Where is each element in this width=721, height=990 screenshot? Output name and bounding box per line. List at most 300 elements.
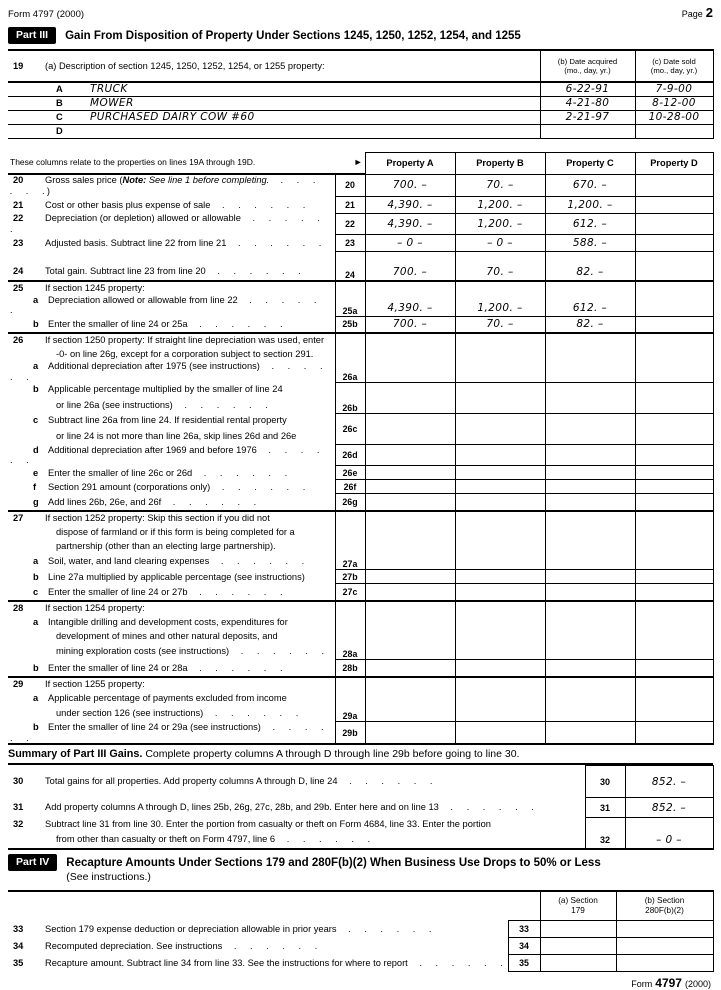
- line-number: 26: [13, 335, 24, 346]
- line22-box: 22: [335, 213, 365, 234]
- property-A-date-sold[interactable]: 7-9-00: [635, 82, 713, 96]
- line19-table: [8, 49, 714, 139]
- line19-header-row: [8, 50, 713, 82]
- line23-propA-value[interactable]: – 0 –: [365, 235, 455, 252]
- line22-row: [8, 213, 713, 234]
- line29a-box: 29a: [335, 677, 365, 722]
- line35-row: [8, 955, 713, 972]
- line23-propB-value[interactable]: – 0 –: [455, 235, 545, 252]
- line25b-propC-value[interactable]: 82. –: [545, 316, 635, 333]
- line29a-label-line2: under section 126 (see instructions) . .: [8, 705, 335, 722]
- line30-value[interactable]: 852. –: [625, 766, 713, 798]
- line26d-propB-value[interactable]: [455, 445, 545, 466]
- section179-header-line1: (a) Section: [558, 895, 598, 905]
- label-text: Applicable percentage of payments excluded from income: [48, 692, 287, 703]
- line29a-propC-value[interactable]: [545, 677, 635, 722]
- label-text: Section 179 expense deduction or depreciation allowable in prior years . .: [45, 924, 434, 934]
- line26d-box: 26d: [335, 445, 365, 466]
- line-letter: b: [33, 384, 39, 395]
- line27c-row: [8, 584, 713, 601]
- line28b-row: [8, 660, 713, 677]
- line-letter: a: [33, 556, 39, 567]
- line26f-propD-value[interactable]: [635, 480, 713, 494]
- label-text: Total gains for all properties. Add property columns A through D, line 24 . .: [45, 776, 435, 786]
- line27c-propC-value[interactable]: [545, 584, 635, 601]
- date-sold-header-line1: (c) Date sold: [652, 56, 696, 66]
- line29b-propA-value[interactable]: [365, 722, 455, 744]
- line28b-box: 28b: [335, 660, 365, 677]
- line24-propD-value[interactable]: [635, 252, 713, 281]
- line29a-propD-value[interactable]: [635, 677, 713, 722]
- line34-label: [8, 938, 508, 955]
- line26e-row: [8, 466, 713, 480]
- line35-box: 35: [508, 955, 540, 972]
- line26g-propC-value[interactable]: [545, 494, 635, 511]
- page-indicator: [682, 5, 713, 20]
- label-text: Intangible drilling and development costs, expenditures for: [48, 616, 288, 627]
- line26d-label: [8, 445, 335, 466]
- section280F-column-header: [616, 891, 713, 921]
- label-text: Recapture amount. Subtract line 34 from line 33. See the instructions for where to report . .: [45, 958, 505, 968]
- property-A-description-cell[interactable]: [8, 82, 540, 96]
- line27b-propD-value[interactable]: [635, 570, 713, 584]
- line-letter: d: [33, 444, 39, 455]
- line31-row: [8, 798, 713, 818]
- line31-value[interactable]: 852. –: [625, 798, 713, 818]
- section280F-header-line2: 280F(b)(2): [645, 905, 684, 915]
- line26c-propC-value[interactable]: [545, 414, 635, 445]
- line26g-propD-value[interactable]: [635, 494, 713, 511]
- line26-intro-line1: [8, 333, 335, 347]
- line-letter: b: [33, 318, 39, 329]
- line26b-propD-value[interactable]: [635, 383, 713, 414]
- line-number: 22: [13, 213, 24, 224]
- line-number: 30: [13, 776, 24, 787]
- line25-intro-row: [8, 281, 713, 295]
- line25b-label: [8, 316, 335, 333]
- line26a-propB-value[interactable]: [455, 333, 545, 382]
- label-text: Additional depreciation after 1969 and before 1976 . .: [10, 445, 322, 466]
- label-text: If section 1255 property:: [45, 679, 145, 690]
- line26b-propA-value[interactable]: [365, 383, 455, 414]
- line27c-box: 27c: [335, 584, 365, 601]
- part3-header: [8, 27, 713, 44]
- line34-row: [8, 938, 713, 955]
- label-text: Section 291 amount (corporations only) . .: [48, 482, 307, 492]
- property-row-B: [8, 96, 713, 110]
- line-number: 21: [13, 199, 24, 210]
- line26c-row1: [8, 414, 713, 428]
- property-row-D: [8, 124, 713, 138]
- line-letter: c: [33, 586, 39, 597]
- line26g-propB-value[interactable]: [455, 494, 545, 511]
- page-footer: [8, 972, 713, 990]
- line30-row: [8, 766, 713, 798]
- line33-label: [8, 921, 508, 938]
- line21-row: [8, 196, 713, 213]
- line26f-box: 26f: [335, 480, 365, 494]
- line21-propC-value[interactable]: 1,200. –: [545, 196, 635, 213]
- line25-intro: [8, 281, 335, 295]
- page-word: Page: [681, 9, 703, 19]
- line26e-box: 26e: [335, 466, 365, 480]
- section179-header-line2: 179: [571, 905, 585, 915]
- property-A-date-acquired[interactable]: 6-22-91: [540, 82, 635, 96]
- part4-title: Recapture Amounts Under Sections 179 and 280F(b)(2) When Business Use Drops to 50% or Less: [66, 856, 601, 869]
- label-text: Additional depreciation after 1975 (see instructions) . .: [10, 361, 325, 382]
- property-D-date-sold[interactable]: [635, 124, 713, 138]
- line24-propA-value[interactable]: 700. –: [365, 252, 455, 281]
- line26f-propC-value[interactable]: [545, 480, 635, 494]
- line28b-propC-value[interactable]: [545, 660, 635, 677]
- line27a-propB-value[interactable]: [455, 511, 545, 570]
- label-text: Add property columns A through D, lines 25b, 26g, 27c, 28b, and 29b. Enter here and on line 13 . .: [45, 802, 536, 812]
- property-row-A: [8, 82, 713, 96]
- line28a-propD-value[interactable]: [635, 601, 713, 660]
- line-letter: a: [33, 361, 39, 372]
- line28b-propA-value[interactable]: [365, 660, 455, 677]
- line29b-label: [8, 722, 335, 744]
- property-C-description: PURCHASED DAIRY COW #60: [90, 110, 255, 123]
- line25b-propA-value[interactable]: 700. –: [365, 316, 455, 333]
- line26b-propC-value[interactable]: [545, 383, 635, 414]
- line-number: 24: [13, 266, 24, 277]
- line24-propC-value[interactable]: 82. –: [545, 252, 635, 281]
- property-B-description-cell[interactable]: [8, 96, 540, 110]
- line23-propD-value[interactable]: [635, 235, 713, 252]
- line-letter: a: [33, 692, 39, 703]
- label-text: Depreciation allowed or allowable from line 22 . .: [10, 295, 319, 316]
- line-letter: f: [33, 481, 37, 492]
- label-text: If section 1250 property: If straight line depreciation was used, enter: [45, 335, 325, 346]
- property-B-date-acquired[interactable]: 4-21-80: [540, 96, 635, 110]
- line22-propC-value[interactable]: 612. –: [545, 213, 635, 234]
- line24-box: 24: [335, 252, 365, 281]
- line22-propB-value[interactable]: 1,200. –: [455, 213, 545, 234]
- part4-header: [8, 854, 713, 885]
- line23-label: [8, 235, 335, 252]
- line27-intro-line2: dispose of farmland or if this form is being completed for a: [56, 526, 295, 537]
- line32-value[interactable]: – 0 –: [625, 818, 713, 849]
- line25a-propC-value[interactable]: 612. –: [545, 281, 635, 316]
- line32-row1: [8, 818, 713, 832]
- line20-row: [8, 174, 713, 196]
- label-text-end: ): [46, 185, 51, 196]
- line33-section179-value[interactable]: [540, 921, 616, 938]
- line34-section179-value[interactable]: [540, 938, 616, 955]
- line27a-propA-value[interactable]: [365, 511, 455, 570]
- date-acquired-header-line2: (mo., day, yr.): [564, 66, 611, 75]
- line32-box: 32: [585, 818, 625, 849]
- line26b-row1: [8, 383, 713, 397]
- line27b-propC-value[interactable]: [545, 570, 635, 584]
- line-number: 27: [13, 513, 24, 524]
- line-number: 35: [13, 957, 24, 968]
- line-letter: b: [33, 721, 39, 732]
- label-text: Enter the smaller of line 24 or 25a . .: [48, 319, 285, 329]
- label-text: Total gain. Subtract line 23 from line 20 . .: [45, 266, 303, 276]
- part3-title: Gain From Disposition of Property Under Sections 1245, 1250, 1252, 1254, and 1255: [65, 30, 521, 42]
- line-letter: g: [33, 496, 39, 507]
- line27b-propB-value[interactable]: [455, 570, 545, 584]
- line26e-propB-value[interactable]: [455, 466, 545, 480]
- line30-label: [8, 766, 585, 798]
- line26d-propD-value[interactable]: [635, 445, 713, 466]
- line19-label: (a) Description of section 1245, 1250, 1252, 1254, or 1255 property:: [45, 60, 325, 71]
- label-text: Soil, water, and land clearing expenses . .: [48, 556, 306, 566]
- line26g-label: [8, 494, 335, 511]
- line29a-propB-value[interactable]: [455, 677, 545, 722]
- line25b-propB-value[interactable]: 70. –: [455, 316, 545, 333]
- summary-title-rest: Complete property columns A through D through line 29b before going to line 30.: [142, 748, 520, 761]
- line25a-box: 25a: [335, 281, 365, 316]
- property-B-description: MOWER: [90, 96, 134, 109]
- line27b-box: 27b: [335, 570, 365, 584]
- line26g-propA-value[interactable]: [365, 494, 455, 511]
- summary-title: [8, 745, 713, 765]
- property-C-date-acquired[interactable]: 2-21-97: [540, 110, 635, 124]
- part4-subtitle: (See instructions.): [66, 871, 151, 884]
- line33-box: 33: [508, 921, 540, 938]
- label-note-bold: Note:: [122, 175, 147, 185]
- line27c-propA-value[interactable]: [365, 584, 455, 601]
- label-text: If section 1245 property:: [45, 282, 145, 293]
- line26a-propA-value[interactable]: [365, 333, 455, 382]
- label-text: Line 27a multiplied by applicable percentage (see instructions): [48, 571, 305, 582]
- line21-propB-value[interactable]: 1,200. –: [455, 196, 545, 213]
- line-number: 29: [13, 679, 24, 690]
- part4-header-row: [8, 891, 713, 921]
- line25b-box: 25b: [335, 316, 365, 333]
- line28a-propB-value[interactable]: [455, 601, 545, 660]
- line33-row: [8, 921, 713, 938]
- part4-header-spacer: [8, 891, 540, 921]
- line28b-label: [8, 660, 335, 677]
- property-A-column-header: Property A: [365, 152, 455, 174]
- line27a-propD-value[interactable]: [635, 511, 713, 570]
- line27-intro-row1: [8, 511, 713, 525]
- line20-box: 20: [335, 174, 365, 196]
- line-number: 25: [13, 282, 24, 293]
- line27c-propB-value[interactable]: [455, 584, 545, 601]
- line32-label-line1: [8, 818, 585, 832]
- line26c-propB-value[interactable]: [455, 414, 545, 445]
- line29b-propD-value[interactable]: [635, 722, 713, 744]
- line26c-label-line2: or line 24 is not more than line 26a, skip lines 26d and 26e: [56, 430, 297, 441]
- label-text: Enter the smaller of line 24 or 29a (see instructions) . .: [10, 722, 326, 743]
- property-C-date-sold[interactable]: 10-28-00: [635, 110, 713, 124]
- line23-propC-value[interactable]: 588. –: [545, 235, 635, 252]
- line26f-propB-value[interactable]: [455, 480, 545, 494]
- line26b-label-line2: or line 26a (see instructions) . .: [8, 397, 335, 414]
- label-text: Cost or other basis plus expense of sale . .: [45, 200, 307, 210]
- line26a-box: 26a: [335, 333, 365, 382]
- line23-row: [8, 235, 713, 252]
- property-D-date-acquired[interactable]: [540, 124, 635, 138]
- property-B-column-header: Property B: [455, 152, 545, 174]
- property-row-C: [8, 110, 713, 124]
- line-number: 23: [13, 237, 24, 248]
- label-text: Recomputed depreciation. See instructions . .: [45, 941, 319, 951]
- part4-title-block: [66, 854, 600, 885]
- line28a-label-line3: mining exploration costs (see instructions) . .: [8, 643, 335, 660]
- form-id: Form 4797 (2000): [8, 9, 85, 20]
- line-number: 20: [13, 175, 24, 185]
- line20-label: [8, 174, 335, 196]
- line33-section280F-value[interactable]: [616, 921, 713, 938]
- line20-propD-value[interactable]: [635, 174, 713, 196]
- line27c-label: [8, 584, 335, 601]
- line26d-propC-value[interactable]: [545, 445, 635, 466]
- line26a-label: [8, 361, 335, 382]
- line19-label-cell: [8, 50, 540, 82]
- line26e-propA-value[interactable]: [365, 466, 455, 480]
- line-letter: c: [33, 415, 39, 426]
- line26a-propC-value[interactable]: [545, 333, 635, 382]
- line34-box: 34: [508, 938, 540, 955]
- property-C-description-cell[interactable]: [8, 110, 540, 124]
- line20-propA-value[interactable]: 700. –: [365, 174, 455, 196]
- date-sold-header-line2: (mo., day, yr.): [650, 66, 698, 75]
- line32-label-line2: from other than casualty or theft on Form 4797, line 6 . .: [8, 832, 585, 849]
- line29b-propB-value[interactable]: [455, 722, 545, 744]
- line26d-propA-value[interactable]: [365, 445, 455, 466]
- label-text: If section 1252 property: Skip this section if you did not: [45, 513, 270, 524]
- line26c-box: 26c: [335, 414, 365, 445]
- line20-propB-value[interactable]: 70. –: [455, 174, 545, 196]
- line19-number: 19: [13, 60, 24, 71]
- line28a-box: 28a: [335, 601, 365, 660]
- line26e-propC-value[interactable]: [545, 466, 635, 480]
- label-text: Subtract line 31 from line 30. Enter the portion from casualty or theft on Form 4684, line 33. Enter the portion: [45, 819, 491, 830]
- line28b-propD-value[interactable]: [635, 660, 713, 677]
- summary-table: [8, 765, 714, 850]
- line26b-propB-value[interactable]: [455, 383, 545, 414]
- line34-section280F-value[interactable]: [616, 938, 713, 955]
- line28a-label-line2: development of mines and other natural deposits, and: [56, 630, 278, 641]
- line22-label: [8, 213, 335, 234]
- line26c-propD-value[interactable]: [635, 414, 713, 445]
- label-text: Enter the smaller of line 26c or 26d . .: [48, 468, 289, 478]
- line26-intro-row1: [8, 333, 713, 347]
- part3-badge: Part III: [8, 27, 56, 44]
- line27c-propD-value[interactable]: [635, 584, 713, 601]
- line27-intro-line1: [8, 511, 335, 525]
- date-sold-header: [635, 50, 713, 82]
- line25a-label: [8, 295, 335, 316]
- label-text: Applicable percentage multiplied by the smaller of line 24: [48, 384, 283, 395]
- line35-label: [8, 955, 508, 972]
- label-text: Subtract line 26a from line 24. If residential rental property: [48, 415, 287, 426]
- date-acquired-header: [540, 50, 635, 82]
- line-letter: e: [33, 467, 39, 478]
- line22-propD-value[interactable]: [635, 213, 713, 234]
- line-number: 34: [13, 940, 24, 951]
- line35-section280F-value[interactable]: [616, 955, 713, 972]
- line20-propC-value[interactable]: 670. –: [545, 174, 635, 196]
- summary-title-bold: Summary of Part III Gains.: [8, 748, 143, 761]
- line31-label: [8, 798, 585, 818]
- line26d-row: [8, 445, 713, 466]
- line26b-box: 26b: [335, 383, 365, 414]
- line31-box: 31: [585, 798, 625, 818]
- line27b-label: [8, 570, 335, 584]
- line26f-label: [8, 480, 335, 494]
- part4-badge: Part IV: [8, 854, 57, 871]
- line26c-propA-value[interactable]: [365, 414, 455, 445]
- line26e-label: [8, 466, 335, 480]
- line29b-box: 29b: [335, 722, 365, 744]
- line28-intro-row: [8, 601, 713, 615]
- right-arrow-icon: ►: [353, 157, 363, 168]
- line24-spacer-row: [8, 252, 713, 264]
- property-A-description: TRUCK: [90, 83, 128, 96]
- line23-box: 23: [335, 235, 365, 252]
- line27a-propC-value[interactable]: [545, 511, 635, 570]
- part3-main-table: [8, 152, 714, 746]
- line28b-propB-value[interactable]: [455, 660, 545, 677]
- line21-propA-value[interactable]: 4,390. –: [365, 196, 455, 213]
- property-B-letter: B: [56, 97, 63, 108]
- section179-column-header: [540, 891, 616, 921]
- line28-intro: [8, 601, 335, 615]
- line-letter: b: [33, 571, 39, 582]
- line35-section179-value[interactable]: [540, 955, 616, 972]
- line26-intro-line2: -0- on line 26g, except for a corporation subject to section 291.: [56, 348, 314, 359]
- line21-label: [8, 196, 335, 213]
- label-italic: See line 1 before completing. . .: [10, 175, 318, 196]
- property-A-letter: A: [56, 84, 63, 95]
- date-acquired-header-line1: (b) Date acquired: [557, 56, 618, 66]
- line25a-propD-value[interactable]: [635, 281, 713, 316]
- line26b-label-line1: [8, 383, 335, 397]
- line26f-propA-value[interactable]: [365, 480, 455, 494]
- property-C-letter: C: [56, 111, 63, 122]
- label-text: Gross sales price (: [45, 175, 123, 185]
- line25b-propD-value[interactable]: [635, 316, 713, 333]
- line21-propD-value[interactable]: [635, 196, 713, 213]
- line29b-row: [8, 722, 713, 744]
- line26e-propD-value[interactable]: [635, 466, 713, 480]
- line29-intro: [8, 677, 335, 691]
- line-number: 33: [13, 923, 24, 934]
- line29b-propC-value[interactable]: [545, 722, 635, 744]
- line24-propB-value[interactable]: 70. –: [455, 252, 545, 281]
- property-D-description-cell[interactable]: [8, 124, 540, 138]
- line25a-propB-value[interactable]: 1,200. –: [455, 281, 545, 316]
- line26g-box: 26g: [335, 494, 365, 511]
- line27a-box: 27a: [335, 511, 365, 570]
- page-header: [8, 5, 713, 20]
- columns-note-cell: [8, 152, 365, 174]
- label-text: Enter the smaller of line 24 or 28a . .: [48, 663, 285, 673]
- line28a-propA-value[interactable]: [365, 601, 455, 660]
- line22-propA-value[interactable]: 4,390. –: [365, 213, 455, 234]
- line28a-propC-value[interactable]: [545, 601, 635, 660]
- line26f-row: [8, 480, 713, 494]
- line29a-propA-value[interactable]: [365, 677, 455, 722]
- line27b-propA-value[interactable]: [365, 570, 455, 584]
- footer-form-year: (2000): [684, 979, 711, 989]
- line24-label: [8, 264, 335, 281]
- property-B-date-sold[interactable]: 8-12-00: [635, 96, 713, 110]
- line30-box: 30: [585, 766, 625, 798]
- line25a-propA-value[interactable]: 4,390. –: [365, 281, 455, 316]
- line26g-row: [8, 494, 713, 511]
- line26a-propD-value[interactable]: [635, 333, 713, 382]
- line-number: 31: [13, 802, 24, 813]
- property-D-column-header: Property D: [635, 152, 713, 174]
